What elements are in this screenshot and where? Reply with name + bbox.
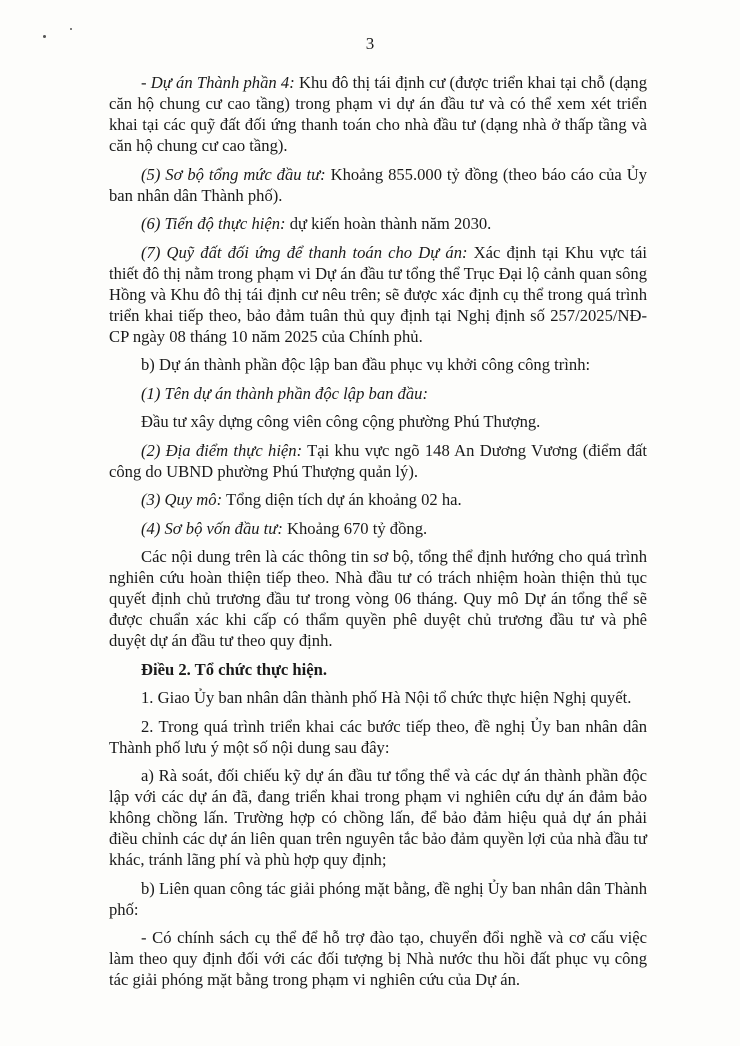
paragraph-component-4	[109, 72, 647, 156]
paragraph-policy	[109, 927, 647, 990]
paragraph-schedule	[109, 213, 647, 234]
paragraph-label: (2) Địa điểm thực hiện:	[141, 440, 303, 460]
article-heading: Điều 2. Tổ chức thực hiện.	[141, 659, 328, 679]
paragraph-label: (5) Sơ bộ tổng mức đầu tư:	[141, 164, 326, 184]
paragraph-text: b) Dự án thành phần độc lập ban đầu phục vụ khởi công công trình:	[141, 355, 591, 374]
paragraph-label: (7) Quỹ đất đối ứng để thanh toán cho Dự án:	[141, 242, 468, 262]
paragraph-capital	[109, 518, 647, 539]
paragraph-site-clearance	[109, 878, 647, 920]
paragraph-label: (6) Tiến độ thực hiện:	[141, 214, 286, 233]
paragraph-label: (1) Tên dự án thành phần độc lập ban đầu:	[141, 383, 428, 403]
paragraph-land-fund	[109, 242, 647, 347]
paragraph-text: Khoảng 855.000 tỷ đồng (theo báo cáo của Ủy ban nhân dân Thành phố).	[109, 164, 647, 205]
paragraph-project-name	[109, 411, 647, 432]
paragraph-notes	[109, 716, 647, 758]
paragraph-text: Tổng diện tích dự án khoảng 02 ha.	[222, 490, 462, 509]
scan-speck	[70, 28, 72, 30]
paragraph-total-investment	[109, 164, 647, 206]
paragraph-preliminary-info	[109, 546, 647, 651]
paragraph-location	[109, 440, 647, 482]
paragraph-text: a) Rà soát, đối chiếu kỹ dự án đầu tư tổng thể và các dự án thành phần độc lập với các dự án đã, đang triển khai trong phạm vi nghiên cứu dự án đảm bảo không chồng lấn. Trường hợp có chồng lấn, để bảo đảm hiệu quả dự án phải điều chỉnh các dự án liên quan trên nguyên tắc bảo đảm quyền lợi của nhà đầu tư khác, tránh lãng phí và phù hợp quy định;	[109, 766, 647, 869]
paragraph-project-name-label	[109, 383, 647, 404]
paragraph-label: (4) Sơ bộ vốn đầu tư:	[141, 518, 283, 538]
paragraph-independent-project	[109, 354, 647, 375]
document-body	[109, 72, 647, 998]
paragraph-text: Tại khu vực ngõ 148 An Dương Vương (điểm đất công do UBND phường Phú Thượng quản lý).	[109, 440, 648, 481]
paragraph-text: dự kiến hoàn thành năm 2030.	[285, 214, 492, 233]
paragraph-review	[109, 765, 647, 870]
paragraph-text: - Có chính sách cụ thể để hỗ trợ đào tạo, chuyển đổi nghề và cơ cấu việc làm theo quy định đối với các đối tượng bị Nhà nước thu hồi đất phục vụ công tác giải phóng mặt bằng trong phạm vi nghiên cứu của Dự án.	[109, 928, 647, 989]
paragraph-text: Các nội dung trên là các thông tin sơ bộ, tổng thể định hướng cho quá trình nghiên cứu hoàn thiện tiếp theo. Nhà đầu tư có trách nhiệm hoàn thiện thủ tục quyết định chủ trương đầu tư trong vòng 06 tháng. Quy mô Dự án tổng thể sẽ được chuẩn xác khi cấp có thẩm quyền phê duyệt chủ trương đầu tư và phê duyệt dự án đầu tư theo quy định.	[109, 547, 647, 650]
paragraph-label: - Dự án Thành phần 4:	[141, 73, 295, 92]
paragraph-text: 2. Trong quá trình triển khai các bước tiếp theo, đề nghị Ủy ban nhân dân Thành phố lưu ý một số nội dung sau đây:	[109, 716, 647, 757]
paragraph-text: 1. Giao Ủy ban nhân dân thành phố Hà Nội tổ chức thực hiện Nghị quyết.	[141, 688, 632, 707]
article-2-heading	[109, 659, 647, 680]
paragraph-text: Đầu tư xây dựng công viên công cộng phường Phú Thượng.	[141, 412, 541, 431]
paragraph-scale	[109, 489, 647, 510]
paragraph-text: Xác định tại Khu vực tái thiết đô thị nằm trong phạm vi Dự án đầu tư tổng thể Trục Đại lộ cảnh quan sông Hồng và Khu đô thị tái định cư nêu trên; sẽ được xác định cụ thể trong quá trình triển khai tiếp theo, bảo đảm tuân thủ quy định tại Nghị định số 257/2025/NĐ-CP ngày 08 tháng 10 năm 2025 của Chính phủ.	[109, 242, 647, 346]
paragraph-label: (3) Quy mô:	[141, 490, 223, 509]
page-number: 3	[365, 34, 375, 53]
paragraph-text: Khu đô thị tái định cư (được triển khai tại chỗ (dạng căn hộ chung cư cao tầng) trong phạm vi dự án đầu tư và có thể xem xét triển khai tại các quỹ đất đối ứng thanh toán cho nhà đầu tư (dạng nhà ở thấp tầng và căn hộ chung cư cao tầng).	[109, 73, 647, 155]
paragraph-assign	[109, 687, 647, 708]
paragraph-text: b) Liên quan công tác giải phóng mặt bằng, đề nghị Ủy ban nhân dân Thành phố:	[109, 878, 647, 919]
paragraph-text: Khoảng 670 tỷ đồng.	[282, 518, 428, 538]
